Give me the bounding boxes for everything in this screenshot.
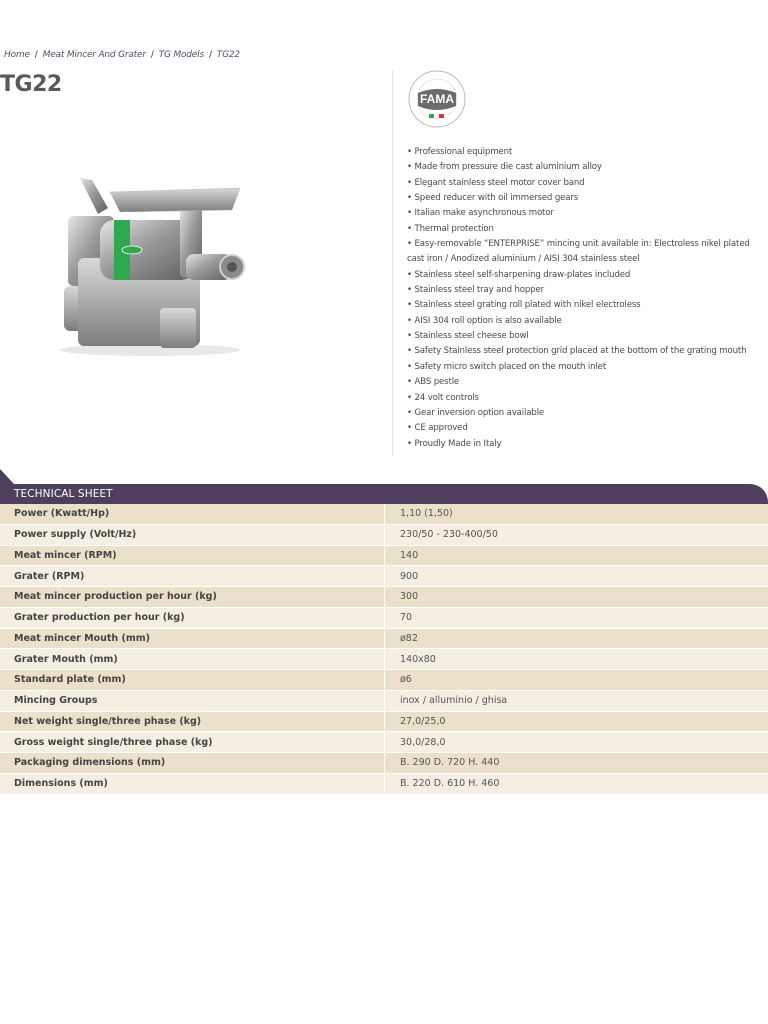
table-row xyxy=(0,773,768,794)
feature-item: • Safety micro switch placed on the mouth inlet xyxy=(407,361,607,372)
spec-value: ø82 xyxy=(385,628,768,649)
breadcrumb xyxy=(4,50,240,60)
breadcrumb-separator: / xyxy=(150,50,154,60)
fama-logo xyxy=(407,69,467,129)
spec-label: Power supply (Volt/Hz) xyxy=(0,524,385,545)
table-row xyxy=(0,607,768,628)
table-row xyxy=(0,732,768,753)
spec-value: 230/50 - 230-400/50 xyxy=(385,524,768,545)
feature-item: • Easy-removable “ENTERPRISE” mincing unit available in: Electroless nikel plated cast iron / Anodized aluminium / AISI 304 stainless steel xyxy=(407,239,750,265)
table-row xyxy=(0,628,768,649)
spec-label: Power (Kwatt/Hp) xyxy=(0,504,385,524)
spec-value: 1,10 (1,50) xyxy=(385,504,768,524)
feature-item: • AISI 304 roll option is also available xyxy=(407,315,562,326)
table-row xyxy=(0,545,768,566)
table-row xyxy=(0,753,768,774)
spec-value: 27,0/25,0 xyxy=(385,711,768,732)
breadcrumb-current: TG22 xyxy=(216,50,240,60)
spec-label: Meat mincer (RPM) xyxy=(0,545,385,566)
breadcrumb-home-link[interactable]: Home xyxy=(4,50,30,60)
feature-item: • Stainless steel tray and hopper xyxy=(407,285,544,296)
feature-item: • Thermal protection xyxy=(407,223,494,234)
spec-value: B. 290 D. 720 H. 440 xyxy=(385,753,768,774)
feature-item: • Proudly Made in Italy xyxy=(407,438,502,449)
column-divider xyxy=(392,70,393,456)
spec-label: Packaging dimensions (mm) xyxy=(0,753,385,774)
spec-label: Grater (RPM) xyxy=(0,566,385,587)
breadcrumb-category-link[interactable]: Meat Mincer And Grater xyxy=(42,50,146,60)
spec-label: Grater Mouth (mm) xyxy=(0,649,385,670)
spec-value: 70 xyxy=(385,607,768,628)
spec-value: ø6 xyxy=(385,670,768,691)
spec-value: 300 xyxy=(385,587,768,608)
feature-item: • 24 volt controls xyxy=(407,392,479,403)
feature-item: • Safety Stainless steel protection grid placed at the bottom of the grating mouth xyxy=(407,346,747,357)
spec-label: Standard plate (mm) xyxy=(0,670,385,691)
spec-value: 140 xyxy=(385,545,768,566)
spec-label: Mincing Groups xyxy=(0,690,385,711)
feature-item: • Speed reducer with oil immersed gears xyxy=(407,193,579,204)
breadcrumb-models-link[interactable]: TG Models xyxy=(158,50,204,60)
spec-label: Grater production per hour (kg) xyxy=(0,607,385,628)
feature-item: • Stainless steel grating roll plated with nikel electroless xyxy=(407,300,641,311)
spec-label: Meat mincer Mouth (mm) xyxy=(0,628,385,649)
spec-value: inox / alluminio / ghisa xyxy=(385,690,768,711)
feature-item: • Stainless steel cheese bowl xyxy=(407,331,529,342)
technical-sheet-title: TECHNICAL SHEET xyxy=(14,488,113,500)
table-row xyxy=(0,504,768,524)
spec-value: 140x80 xyxy=(385,649,768,670)
product-image xyxy=(50,168,250,358)
logo-brand-text: FAMA xyxy=(420,92,454,106)
feature-list xyxy=(407,145,762,452)
spec-label: Gross weight single/three phase (kg) xyxy=(0,732,385,753)
spec-value: B. 220 D. 610 H. 460 xyxy=(385,773,768,794)
technical-sheet-header xyxy=(0,484,768,504)
table-row xyxy=(0,524,768,545)
spec-label: Net weight single/three phase (kg) xyxy=(0,711,385,732)
table-row xyxy=(0,711,768,732)
table-row xyxy=(0,566,768,587)
spec-label: Meat mincer production per hour (kg) xyxy=(0,587,385,608)
breadcrumb-separator: / xyxy=(34,50,38,60)
table-row xyxy=(0,587,768,608)
table-row xyxy=(0,670,768,691)
feature-item: • ABS pestle xyxy=(407,377,460,388)
table-row xyxy=(0,649,768,670)
technical-sheet-table xyxy=(0,504,768,795)
feature-item: • Elegant stainless steel motor cover band xyxy=(407,177,585,188)
table-row xyxy=(0,690,768,711)
feature-item: • Gear inversion option available xyxy=(407,407,545,418)
sheet-header-tab xyxy=(0,469,14,484)
page-title: TG22 xyxy=(0,72,62,97)
feature-item: • CE approved xyxy=(407,423,468,434)
spec-label: Dimensions (mm) xyxy=(0,773,385,794)
feature-item: • Stainless steel self-sharpening draw-plates included xyxy=(407,269,631,280)
breadcrumb-separator: / xyxy=(208,50,212,60)
spec-value: 30,0/28,0 xyxy=(385,732,768,753)
feature-item: • Made from pressure die cast aluminium alloy xyxy=(407,162,602,173)
spec-value: 900 xyxy=(385,566,768,587)
feature-item: • Italian make asynchronous motor xyxy=(407,208,554,219)
feature-item: • Professional equipment xyxy=(407,147,513,157)
